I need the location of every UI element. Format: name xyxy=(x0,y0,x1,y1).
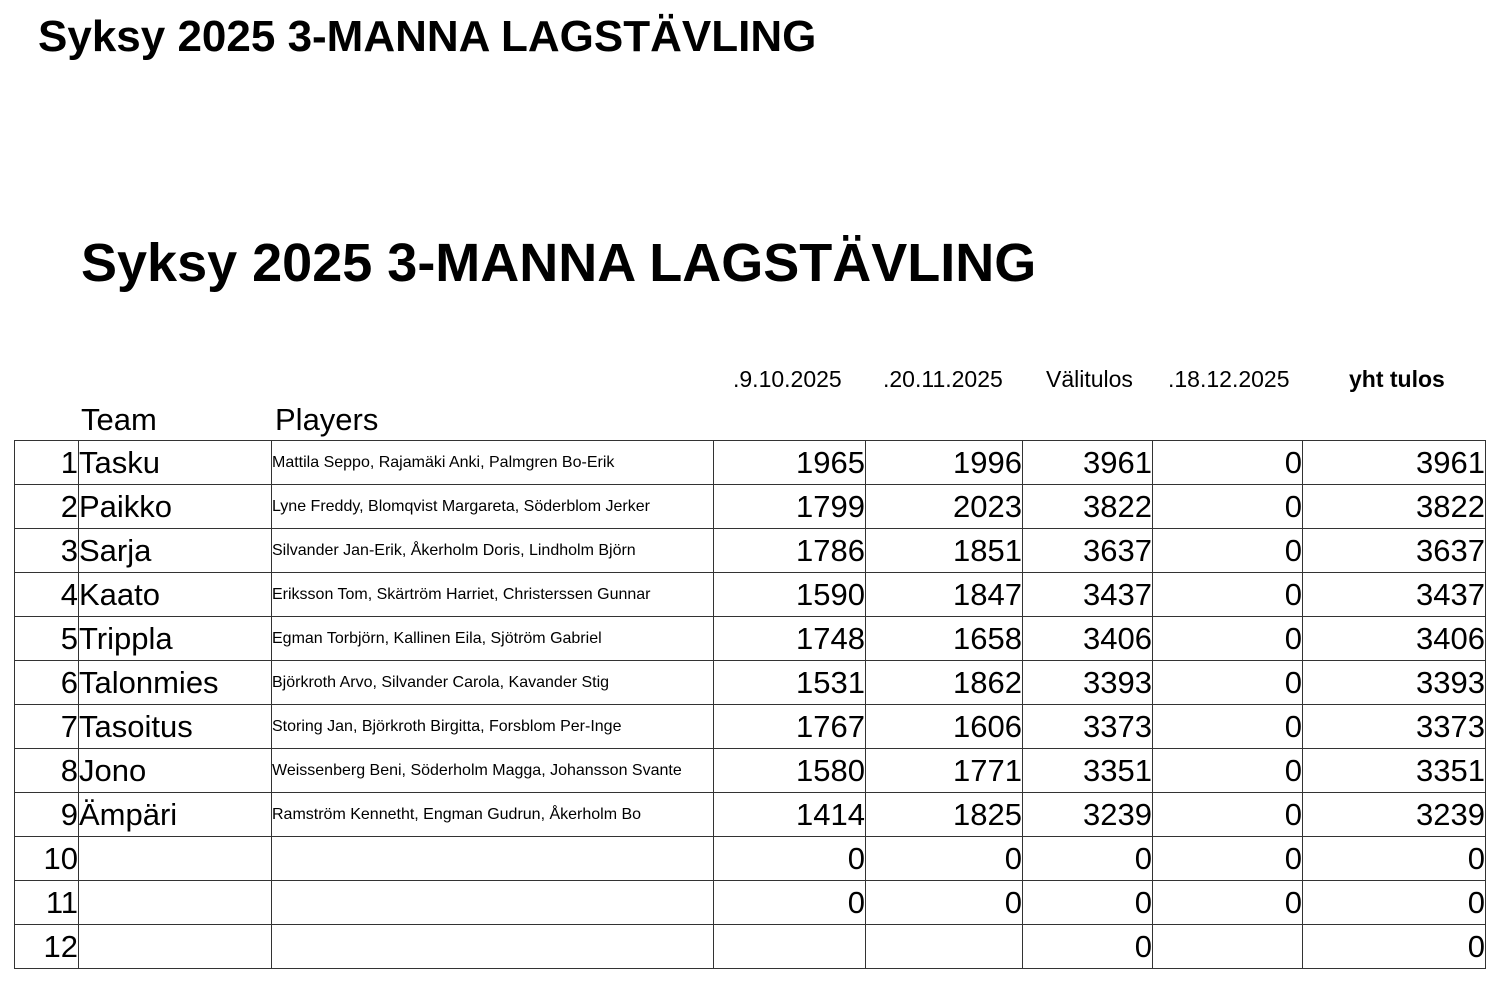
score-date1-cell: 1748 xyxy=(714,617,866,661)
valitulos-cell: 3637 xyxy=(1023,529,1153,573)
header-valitulos: Välitulos xyxy=(1046,366,1133,392)
valitulos-cell: 0 xyxy=(1023,837,1153,881)
table-row xyxy=(15,661,1486,705)
total-cell: 0 xyxy=(1303,881,1486,925)
total-cell: 3437 xyxy=(1303,573,1486,617)
valitulos-cell: 3961 xyxy=(1023,441,1153,485)
total-cell: 3637 xyxy=(1303,529,1486,573)
score-date1-cell: 1590 xyxy=(714,573,866,617)
score-date2-cell: 1825 xyxy=(866,793,1023,837)
score-date2-cell: 1862 xyxy=(866,661,1023,705)
valitulos-cell: 3373 xyxy=(1023,705,1153,749)
score-date2-cell: 0 xyxy=(866,837,1023,881)
score-date2-cell: 1771 xyxy=(866,749,1023,793)
score-date1-cell: 1799 xyxy=(714,485,866,529)
players-cell xyxy=(272,837,714,881)
valitulos-cell: 3822 xyxy=(1023,485,1153,529)
score-date3-cell xyxy=(1153,925,1303,969)
score-date2-cell: 1851 xyxy=(866,529,1023,573)
score-date2-cell: 2023 xyxy=(866,485,1023,529)
score-date3-cell: 0 xyxy=(1153,837,1303,881)
score-date1-cell: 1414 xyxy=(714,793,866,837)
score-date2-cell: 1606 xyxy=(866,705,1023,749)
players-cell: Mattila Seppo, Rajamäki Anki, Palmgren Bo-Erik xyxy=(272,441,714,485)
team-cell: Tasku xyxy=(79,441,272,485)
score-date3-cell: 0 xyxy=(1153,705,1303,749)
team-cell: Sarja xyxy=(79,529,272,573)
team-cell: Tasoitus xyxy=(79,705,272,749)
team-cell: Kaato xyxy=(79,573,272,617)
score-date1-cell: 0 xyxy=(714,881,866,925)
score-date3-cell: 0 xyxy=(1153,441,1303,485)
score-date1-cell: 1767 xyxy=(714,705,866,749)
valitulos-cell: 3437 xyxy=(1023,573,1153,617)
score-date1-cell: 1580 xyxy=(714,749,866,793)
rank-cell: 3 xyxy=(15,529,79,573)
total-cell: 3239 xyxy=(1303,793,1486,837)
rank-cell: 9 xyxy=(15,793,79,837)
table-row xyxy=(15,485,1486,529)
team-cell: Ämpäri xyxy=(79,793,272,837)
team-cell xyxy=(79,925,272,969)
players-cell: Eriksson Tom, Skärtröm Harriet, Christerssen Gunnar xyxy=(272,573,714,617)
score-date3-cell: 0 xyxy=(1153,793,1303,837)
players-cell: Ramström Kennetht, Engman Gudrun, Åkerholm Bo xyxy=(272,793,714,837)
score-date1-cell: 1965 xyxy=(714,441,866,485)
table-row xyxy=(15,793,1486,837)
valitulos-cell: 0 xyxy=(1023,925,1153,969)
score-date1-cell: 1531 xyxy=(714,661,866,705)
valitulos-cell: 3406 xyxy=(1023,617,1153,661)
score-date2-cell: 1847 xyxy=(866,573,1023,617)
results-table xyxy=(14,440,1486,969)
table-row xyxy=(15,837,1486,881)
score-date1-cell: 1786 xyxy=(714,529,866,573)
valitulos-cell: 0 xyxy=(1023,881,1153,925)
score-date3-cell: 0 xyxy=(1153,485,1303,529)
players-cell: Egman Torbjörn, Kallinen Eila, Sjötröm Gabriel xyxy=(272,617,714,661)
score-date2-cell xyxy=(866,925,1023,969)
rank-cell: 10 xyxy=(15,837,79,881)
table-row xyxy=(15,705,1486,749)
table-row xyxy=(15,441,1486,485)
results-table-body xyxy=(15,441,1486,969)
players-cell: Silvander Jan-Erik, Åkerholm Doris, Lindholm Björn xyxy=(272,529,714,573)
total-cell: 3351 xyxy=(1303,749,1486,793)
table-row xyxy=(15,881,1486,925)
players-cell xyxy=(272,881,714,925)
players-cell: Lyne Freddy, Blomqvist Margareta, Söderblom Jerker xyxy=(272,485,714,529)
table-row xyxy=(15,573,1486,617)
header-date-3: .18.12.2025 xyxy=(1168,366,1290,392)
valitulos-cell: 3239 xyxy=(1023,793,1153,837)
rank-cell: 8 xyxy=(15,749,79,793)
header-date-2: .20.11.2025 xyxy=(883,366,1003,392)
rank-cell: 11 xyxy=(15,881,79,925)
table-row xyxy=(15,529,1486,573)
total-cell: 3961 xyxy=(1303,441,1486,485)
score-date3-cell: 0 xyxy=(1153,529,1303,573)
score-date3-cell: 0 xyxy=(1153,617,1303,661)
rank-cell: 1 xyxy=(15,441,79,485)
score-date3-cell: 0 xyxy=(1153,573,1303,617)
column-label-players: Players xyxy=(275,402,379,437)
team-cell: Paikko xyxy=(79,485,272,529)
team-cell: Trippla xyxy=(79,617,272,661)
total-cell: 3393 xyxy=(1303,661,1486,705)
header-date-1: .9.10.2025 xyxy=(733,366,842,392)
sheet-title: Syksy 2025 3-MANNA LAGSTÄVLING xyxy=(81,233,1037,293)
column-label-team: Team xyxy=(81,402,157,437)
valitulos-cell: 3393 xyxy=(1023,661,1153,705)
players-cell xyxy=(272,925,714,969)
team-cell: Jono xyxy=(79,749,272,793)
score-date3-cell: 0 xyxy=(1153,661,1303,705)
players-cell: Storing Jan, Björkroth Birgitta, Forsblom Per-Inge xyxy=(272,705,714,749)
table-row xyxy=(15,749,1486,793)
team-cell: Talonmies xyxy=(79,661,272,705)
rank-cell: 2 xyxy=(15,485,79,529)
score-date2-cell: 1996 xyxy=(866,441,1023,485)
rank-cell: 7 xyxy=(15,705,79,749)
total-cell: 3373 xyxy=(1303,705,1486,749)
rank-cell: 6 xyxy=(15,661,79,705)
table-row xyxy=(15,925,1486,969)
rank-cell: 4 xyxy=(15,573,79,617)
total-cell: 0 xyxy=(1303,837,1486,881)
rank-cell: 5 xyxy=(15,617,79,661)
valitulos-cell: 3351 xyxy=(1023,749,1153,793)
header-total: yht tulos xyxy=(1349,366,1445,392)
table-row xyxy=(15,617,1486,661)
score-date2-cell: 1658 xyxy=(866,617,1023,661)
team-cell xyxy=(79,837,272,881)
page-title: Syksy 2025 3-MANNA LAGSTÄVLING xyxy=(38,12,817,61)
score-date3-cell: 0 xyxy=(1153,881,1303,925)
total-cell: 3822 xyxy=(1303,485,1486,529)
players-cell: Björkroth Arvo, Silvander Carola, Kavander Stig xyxy=(272,661,714,705)
score-date1-cell: 0 xyxy=(714,837,866,881)
rank-cell: 12 xyxy=(15,925,79,969)
score-date3-cell: 0 xyxy=(1153,749,1303,793)
total-cell: 0 xyxy=(1303,925,1486,969)
score-date1-cell xyxy=(714,925,866,969)
team-cell xyxy=(79,881,272,925)
score-date2-cell: 0 xyxy=(866,881,1023,925)
players-cell: Weissenberg Beni, Söderholm Magga, Johansson Svante xyxy=(272,749,714,793)
total-cell: 3406 xyxy=(1303,617,1486,661)
